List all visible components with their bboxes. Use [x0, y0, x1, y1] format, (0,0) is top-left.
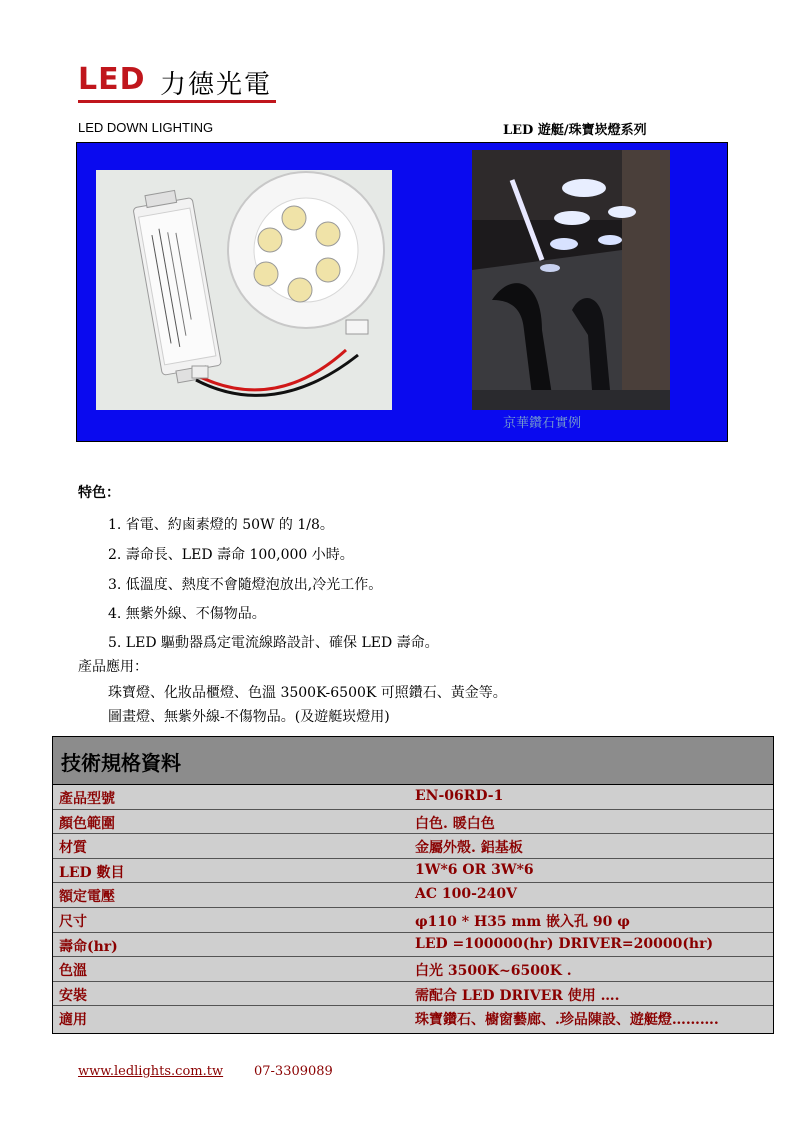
product-photo-illustration [96, 170, 392, 410]
spec-value: 白光 3500K~6500K . [415, 963, 572, 980]
spec-value: AC 100-240V [415, 886, 517, 903]
table-row [53, 785, 773, 810]
features-heading: 特色： [78, 485, 120, 501]
spec-label: 顏色範圍 [59, 815, 115, 832]
spec-label: 產品型號 [59, 791, 115, 807]
spec-value: 珠寶鑽石、櫥窗藝廊、.珍品陳設、遊艇燈………. [415, 1012, 719, 1029]
applications-heading: 產品應用： [78, 659, 148, 675]
table-row [53, 859, 773, 884]
spec-label: 額定電壓 [59, 889, 115, 906]
spec-value: φ110 * H35 mm 嵌入孔 90 φ [415, 914, 630, 930]
spec-table [52, 736, 774, 1034]
spec-label: 適用 [59, 1012, 87, 1029]
logo-led-text: LED [78, 62, 146, 97]
photo-caption: 京華鑽石實例 [502, 416, 581, 431]
feature-item: 2. 壽命長、LED 壽命 100,000 小時。 [108, 547, 354, 563]
spec-label: 色溫 [59, 963, 87, 980]
company-logo [78, 62, 276, 102]
spec-label: 尺寸 [59, 914, 87, 930]
product-photo [96, 170, 392, 410]
product-category-title: LED DOWN LIGHTING [78, 120, 214, 135]
table-row [53, 982, 773, 1007]
application-line: 圖畫燈、無紫外線-不傷物品。(及遊艇崁燈用) [108, 709, 390, 725]
spec-value: 白色. 暖白色 [415, 815, 495, 832]
phone-number: 07-3309089 [254, 1064, 333, 1079]
spec-title-bar [53, 737, 773, 785]
feature-item: 4. 無紫外線、不傷物品。 [108, 606, 266, 622]
logo-company-name: 力德光電 [160, 70, 273, 100]
spec-label: 安裝 [59, 987, 87, 1004]
spec-value: 1W*6 OR 3W*6 [415, 861, 534, 878]
website-link[interactable]: www.ledlights.com.tw [78, 1064, 224, 1079]
spec-label: 壽命(hr) [59, 938, 118, 955]
spec-title: 技術規格資料 [61, 751, 181, 775]
spec-value: LED =100000(hr) DRIVER=20000(hr) [415, 935, 714, 952]
table-row [53, 933, 773, 958]
product-series-title: LED 遊艇/珠寶崁燈系列 [503, 123, 647, 138]
table-row [53, 957, 773, 982]
spec-value: EN-06RD-1 [415, 788, 504, 804]
table-row [53, 1006, 773, 1031]
application-line: 珠寶燈、化妝品櫃燈、色溫 3500K-6500K 可照鑽石、黃金等。 [108, 685, 507, 701]
feature-item: 5. LED 驅動器爲定電流線路設計、確保 LED 壽命。 [108, 635, 439, 651]
showroom-photo-illustration [472, 150, 670, 410]
showroom-photo [472, 150, 670, 410]
spec-label: 材質 [59, 840, 87, 857]
feature-item: 3. 低溫度、熱度不會隨燈泡放出,冷光工作。 [108, 577, 383, 593]
spec-label: LED 數目 [59, 864, 125, 881]
table-row [53, 810, 773, 835]
feature-item: 1. 省電、約鹵素燈的 50W 的 1/8。 [108, 517, 334, 533]
table-row [53, 908, 773, 933]
table-row [53, 834, 773, 859]
logo-underline [78, 100, 276, 103]
spec-value: 需配合 LED DRIVER 使用 …. [415, 987, 620, 1004]
spec-value: 金屬外殼. 鋁基板 [415, 840, 523, 857]
table-row [53, 883, 773, 908]
